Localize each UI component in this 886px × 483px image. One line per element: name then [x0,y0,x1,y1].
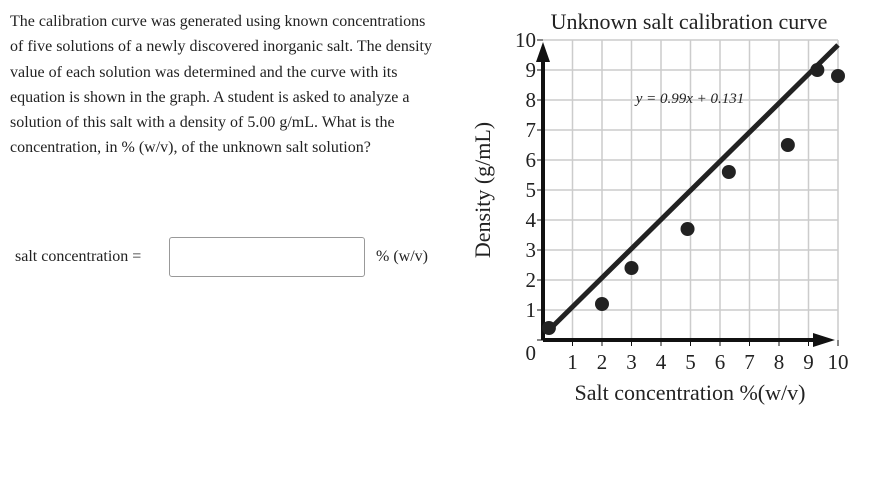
x-tick-label: 8 [773,350,785,374]
y-axis-arrow [536,42,550,62]
y-tick-label: 9 [525,58,536,82]
data-point [781,138,795,152]
fit-equation: y = 0.99x + 0.131 [635,91,745,107]
x-tick-label: 6 [714,350,726,374]
data-point [542,321,556,335]
data-point [722,165,736,179]
x-tick-label: 4 [655,350,667,374]
y-tick-label: 1 [525,298,536,322]
data-point [595,297,609,311]
y-tick-label: 5 [525,178,536,202]
fit-line [549,45,838,330]
y-tick-label: 6 [525,148,536,172]
x-tick-label: 2 [596,350,608,374]
data-point [625,261,639,275]
x-tick-label: 10 [827,350,849,374]
y-tick-label: 3 [525,238,536,262]
x-tick-label: 3 [626,350,637,374]
y-tick-label: 4 [525,208,536,232]
answer-label: salt concentration = [15,248,142,265]
y-tick-label: 2 [525,268,536,292]
question-text: The calibration curve was generated using known concentrations of five solutions of a newly discovered inorganic salt. The density value of each solution was determined and the curve with its equation is shown in the graph. A student is asked to analyze a solution of this salt with a density of 5.00 g/mL. What is the concentration, in % (w/v), of the unknown salt solution? [10,13,432,157]
x-tick-label: 7 [744,350,755,374]
y-tick-label: 7 [525,118,536,142]
y-tick-label: 8 [525,88,536,112]
x-tick-label: 1 [567,350,578,374]
data-point [831,69,845,83]
x-tick-label: 5 [685,350,696,374]
y-axis-label: Density (g/mL) [470,121,495,259]
y-tick-label: 0 [525,341,536,365]
x-axis-label: Salt concentration %(w/v) [574,380,806,405]
answer-unit: % (w/v) [376,248,428,265]
data-point [681,222,695,236]
x-tick-label: 9 [803,350,814,374]
y-tick-label: 10 [515,28,536,52]
data-point [810,63,824,77]
chart-title: Unknown salt calibration curve [550,9,828,34]
x-axis-arrow [813,333,835,347]
